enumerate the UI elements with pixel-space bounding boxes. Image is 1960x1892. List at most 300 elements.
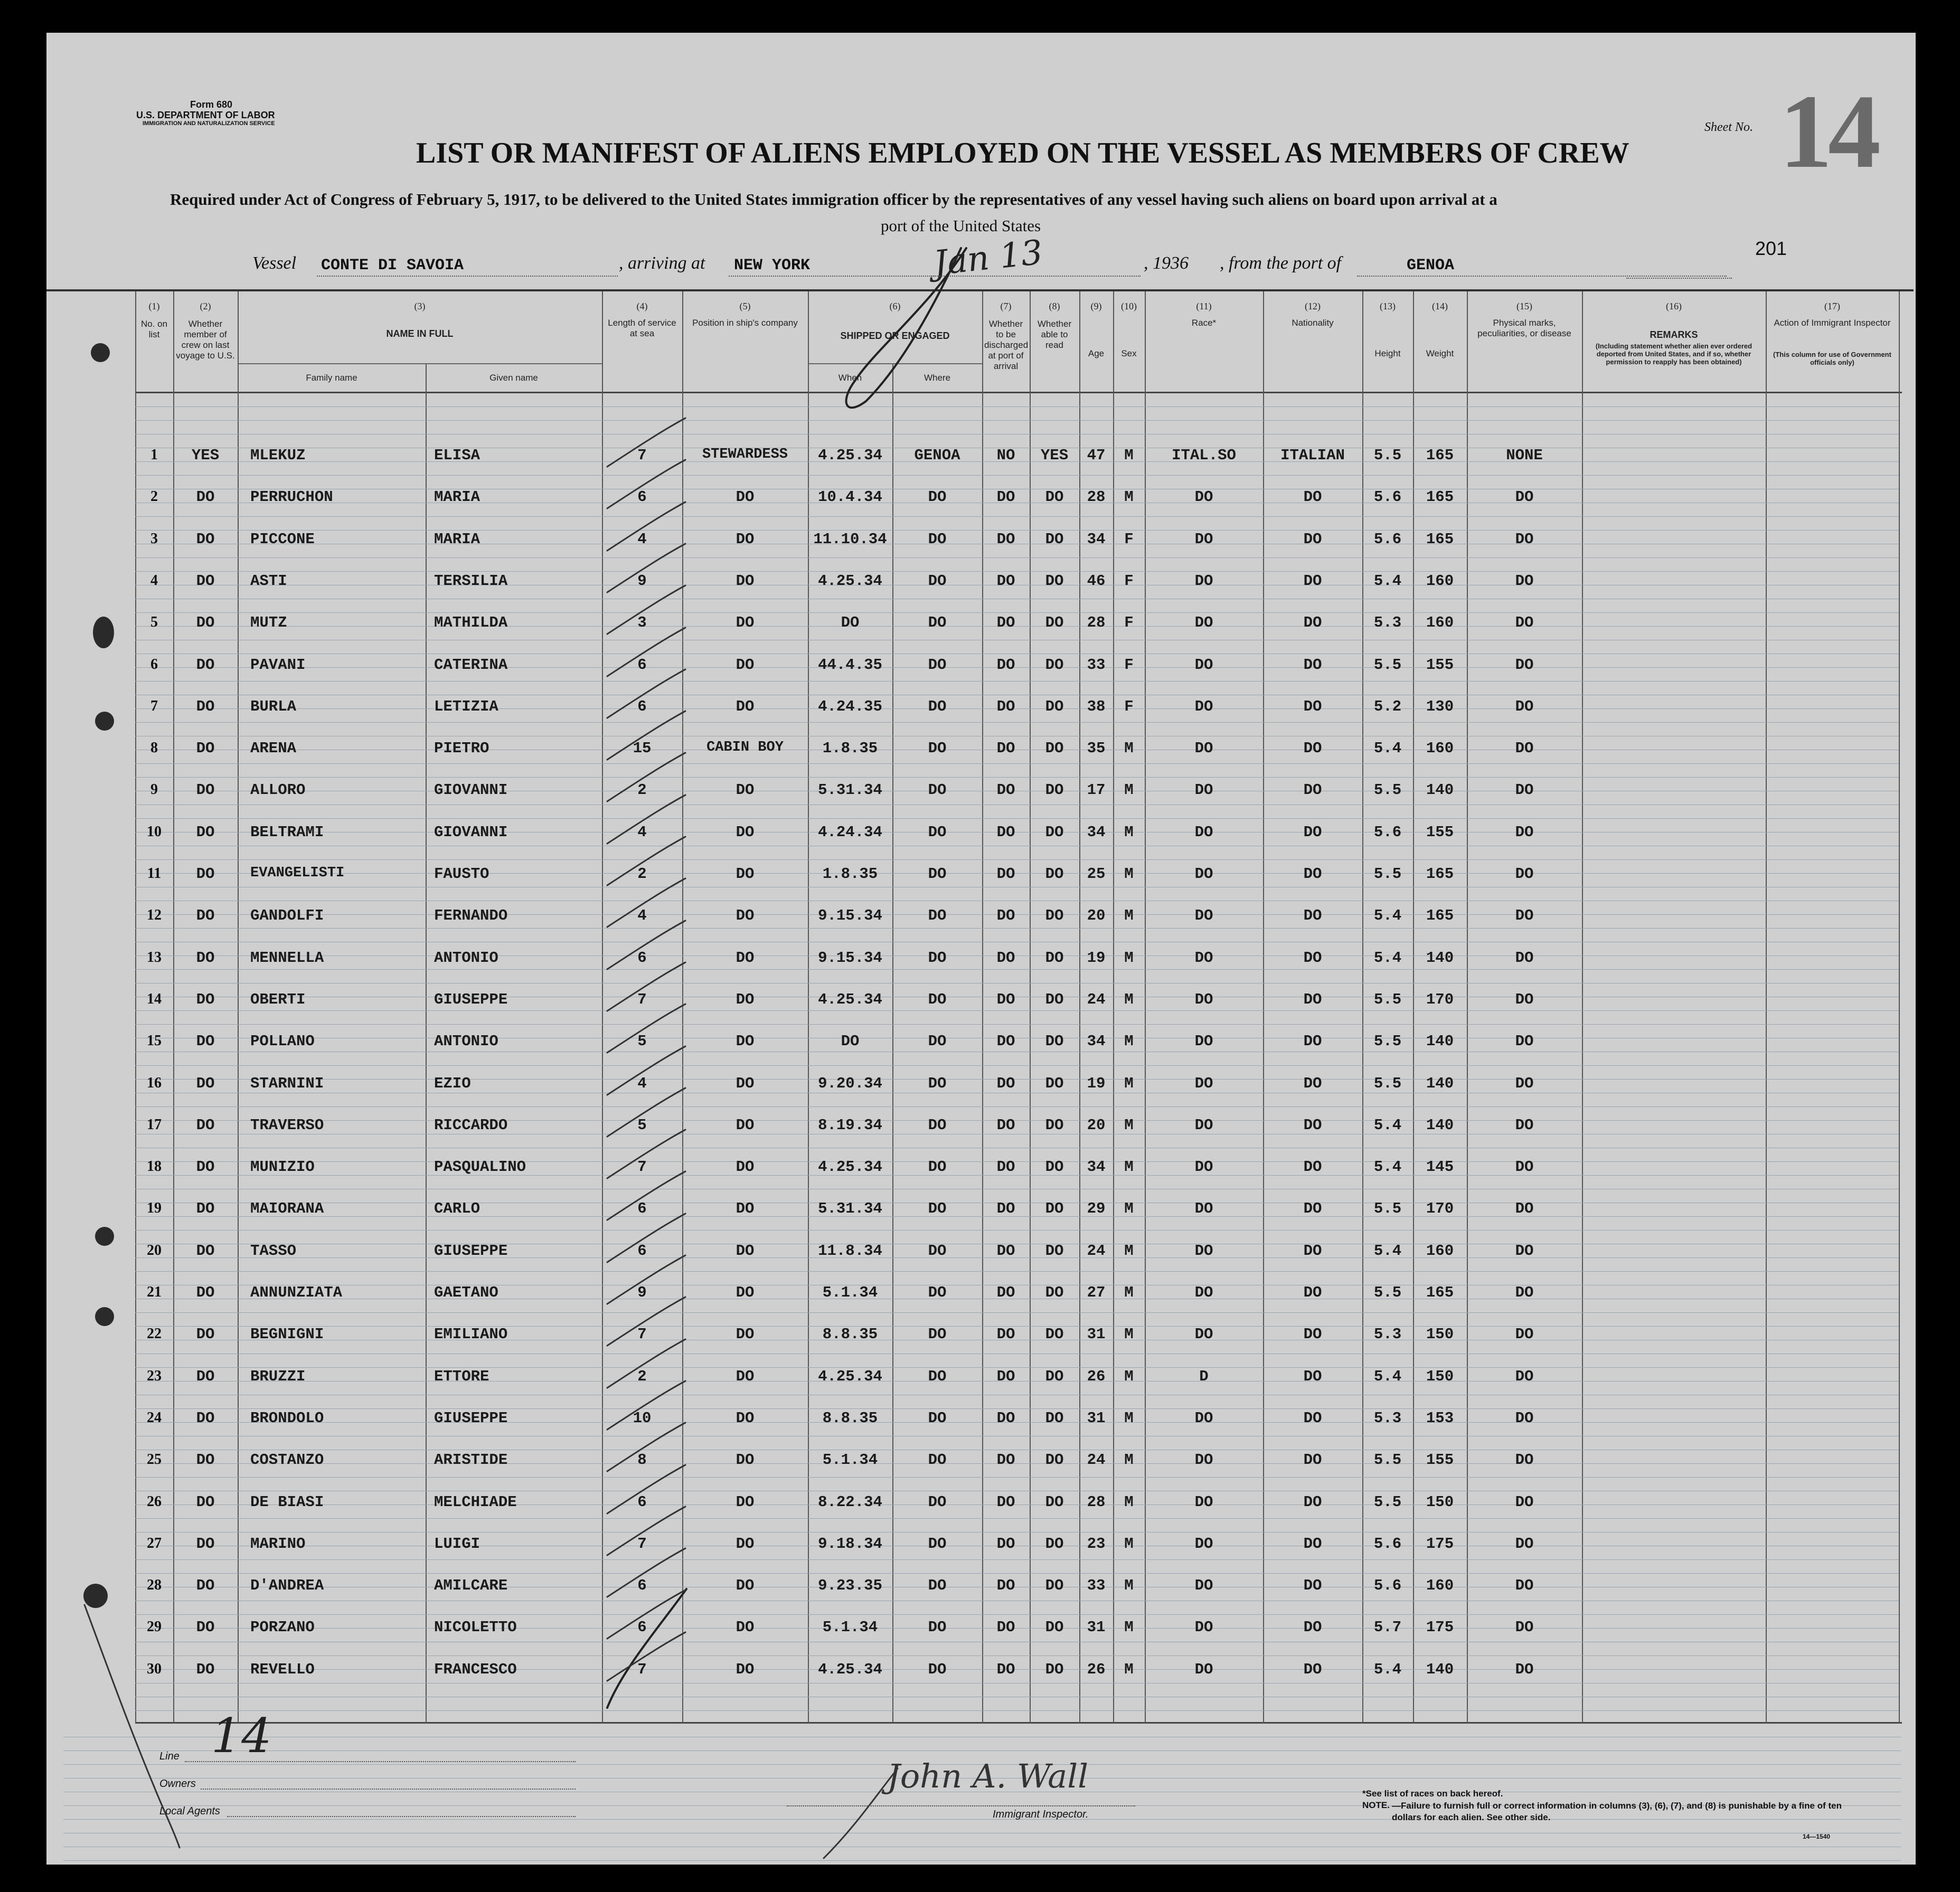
cell-position: DO (736, 991, 755, 1008)
cell-given-name: ANTONIO (434, 1033, 498, 1050)
ruled-line (135, 681, 1899, 682)
cell-height: 5.5 (1373, 1493, 1402, 1511)
cell-race: DO (1194, 1200, 1213, 1217)
cell-shipped-where: DO (928, 1535, 947, 1553)
cell-prior-voyage: DO (196, 488, 215, 506)
cell-physical-marks: DO (1515, 1619, 1534, 1636)
cell-able-to-read: YES (1040, 447, 1069, 464)
ruled-line (135, 475, 1899, 476)
column-header: Physical marks, peculiarities, or disease (1477, 318, 1571, 338)
vessel-label: Vessel (252, 253, 297, 273)
cell-given-name: ANTONIO (434, 949, 498, 967)
column-header: Nationality (1292, 318, 1334, 328)
column-number: (6) (889, 301, 901, 311)
column-number: (2) (200, 301, 211, 311)
cell-shipped-when: 5.1.34 (822, 1284, 878, 1301)
line-label: Line (159, 1751, 180, 1762)
cell-position: DO (736, 614, 755, 631)
cell-weight: 140 (1426, 1117, 1454, 1134)
cell-height: 5.4 (1373, 949, 1402, 967)
cell-physical-marks: DO (1515, 781, 1534, 799)
cell-position: DO (736, 1242, 755, 1260)
cell-sex: M (1124, 1409, 1134, 1427)
cell-sex: F (1124, 698, 1134, 715)
ruled-line (135, 1614, 1899, 1615)
row-number: 10 (147, 824, 162, 840)
cell-sex: M (1124, 1033, 1134, 1050)
cell-physical-marks: DO (1515, 865, 1534, 883)
cell-height: 5.4 (1373, 1661, 1402, 1678)
column-header: Whether to be discharged at port of arrival (984, 319, 1029, 371)
cell-able-to-read: DO (1045, 1619, 1064, 1636)
cell-physical-marks: DO (1515, 740, 1534, 757)
cell-nationality: DO (1303, 531, 1322, 548)
cell-shipped-when: 11.8.34 (818, 1242, 882, 1260)
cell-family-name: BEGNIGNI (250, 1326, 324, 1343)
trailing-underline (1626, 278, 1732, 279)
cell-discharge: NO (996, 447, 1015, 464)
cell-position: DO (736, 1493, 755, 1511)
cell-height: 5.5 (1373, 781, 1402, 799)
cell-given-name: MARIA (434, 488, 480, 506)
cell-given-name: EZIO (434, 1075, 471, 1092)
cell-weight: 130 (1426, 698, 1454, 715)
cell-discharge: DO (996, 1535, 1015, 1553)
cell-physical-marks: DO (1515, 1200, 1534, 1217)
cell-physical-marks: DO (1515, 1158, 1534, 1176)
cell-height: 5.6 (1373, 824, 1402, 841)
cell-weight: 150 (1426, 1326, 1454, 1343)
cell-age: 34 (1087, 1158, 1106, 1176)
cell-physical-marks: DO (1515, 1075, 1534, 1092)
cell-nationality: DO (1303, 1158, 1322, 1176)
cell-discharge: DO (996, 488, 1015, 506)
cell-discharge: DO (996, 1158, 1015, 1176)
column-number: (17) (1824, 301, 1840, 311)
cell-able-to-read: DO (1045, 1326, 1064, 1343)
cell-height: 5.4 (1373, 1368, 1402, 1385)
cell-family-name: TASSO (250, 1242, 297, 1260)
cell-weight: 165 (1426, 531, 1454, 548)
column-divider (426, 364, 427, 1723)
cell-able-to-read: DO (1045, 1661, 1064, 1678)
cell-prior-voyage: DO (196, 614, 215, 631)
cell-nationality: DO (1303, 698, 1322, 715)
cell-age: 35 (1087, 740, 1106, 757)
cell-family-name: PERRUCHON (250, 488, 333, 506)
cell-race: DO (1194, 1661, 1213, 1678)
cell-shipped-when: 8.8.35 (822, 1326, 878, 1343)
cell-age: 29 (1087, 1200, 1106, 1217)
cell-race: D (1199, 1368, 1209, 1385)
cell-age: 20 (1087, 907, 1106, 924)
cell-family-name: DE BIASI (250, 1493, 324, 1511)
row-number: 30 (147, 1661, 162, 1677)
cell-service-length: 6 (637, 656, 647, 674)
column-subheader: Family name (306, 373, 357, 383)
cell-able-to-read: DO (1045, 1242, 1064, 1260)
cell-prior-voyage: DO (196, 1661, 215, 1678)
cell-shipped-where: DO (928, 865, 947, 883)
punch-hole (83, 1584, 108, 1608)
cell-age: 28 (1087, 1493, 1106, 1511)
ruled-line (135, 1065, 1899, 1066)
cell-prior-voyage: DO (196, 1033, 215, 1050)
cell-sex: M (1124, 740, 1134, 757)
cell-nationality: DO (1303, 824, 1322, 841)
cell-service-length: 4 (637, 1075, 647, 1092)
cell-family-name: MUTZ (250, 614, 287, 631)
column-header: REMARKS (1650, 329, 1698, 340)
cell-shipped-where: DO (928, 1661, 947, 1678)
cell-family-name: STARNINI (250, 1075, 324, 1092)
cell-prior-voyage: DO (196, 1284, 215, 1301)
cell-discharge: DO (996, 1075, 1015, 1092)
row-number: 22 (147, 1326, 162, 1342)
cell-nationality: DO (1303, 907, 1322, 924)
cell-age: 33 (1087, 656, 1106, 674)
cell-service-length: 5 (637, 1033, 647, 1050)
cell-weight: 153 (1426, 1409, 1454, 1427)
cell-shipped-when: DO (841, 1033, 860, 1050)
column-header: Position in ship's company (692, 318, 798, 328)
from-port-underline (1357, 276, 1727, 277)
cell-nationality: DO (1303, 1577, 1322, 1594)
cell-given-name: FAUSTO (434, 865, 489, 883)
cell-prior-voyage: YES (191, 447, 220, 464)
punch-hole (95, 1307, 114, 1326)
cell-able-to-read: DO (1045, 698, 1064, 715)
cell-shipped-when: 9.20.34 (818, 1075, 882, 1092)
cell-height: 5.5 (1373, 1075, 1402, 1092)
cell-family-name: ALLORO (250, 781, 306, 799)
cell-weight: 150 (1426, 1493, 1454, 1511)
cell-race: DO (1194, 1033, 1213, 1050)
cell-age: 34 (1087, 824, 1106, 841)
cell-nationality: DO (1303, 1535, 1322, 1553)
cell-weight: 160 (1426, 1577, 1454, 1594)
column-header: Whether able to read (1037, 319, 1072, 350)
row-number: 18 (147, 1158, 162, 1175)
cell-age: 24 (1087, 1242, 1106, 1260)
cell-discharge: DO (996, 740, 1015, 757)
cell-physical-marks: DO (1515, 1577, 1534, 1594)
cell-family-name: BRUZZI (250, 1368, 306, 1385)
cell-shipped-where: DO (928, 1619, 947, 1636)
cell-service-length: 6 (637, 1200, 647, 1217)
cell-shipped-when: 9.23.35 (818, 1577, 882, 1594)
cell-shipped-where: DO (928, 907, 947, 924)
cell-prior-voyage: DO (196, 1075, 215, 1092)
cell-given-name: PIETRO (434, 740, 489, 757)
cell-family-name: MARINO (250, 1535, 306, 1553)
cell-race: DO (1194, 1117, 1213, 1134)
cell-weight: 165 (1426, 488, 1454, 506)
cell-prior-voyage: DO (196, 1242, 215, 1260)
cell-prior-voyage: DO (196, 1409, 215, 1427)
column-number: (13) (1380, 301, 1396, 311)
cell-prior-voyage: DO (196, 824, 215, 841)
cell-discharge: DO (996, 614, 1015, 631)
cell-shipped-when: 8.22.34 (818, 1493, 882, 1511)
ruled-line (135, 1573, 1899, 1574)
column-header: Length of service at sea (608, 318, 676, 338)
department-name: U.S. DEPARTMENT OF LABOR (136, 110, 275, 120)
cell-given-name: FRANCESCO (434, 1661, 517, 1678)
cell-age: 23 (1087, 1535, 1106, 1553)
cell-family-name: ASTI (250, 572, 287, 590)
cell-sex: M (1124, 1284, 1134, 1301)
cell-physical-marks: DO (1515, 1493, 1534, 1511)
cell-family-name: REVELLO (250, 1661, 315, 1678)
cell-discharge: DO (996, 1661, 1015, 1678)
cell-nationality: DO (1303, 1033, 1322, 1050)
cell-position: DO (736, 1535, 755, 1553)
cell-able-to-read: DO (1045, 1577, 1064, 1594)
cell-weight: 165 (1426, 865, 1454, 883)
cell-physical-marks: DO (1515, 656, 1534, 674)
row-number: 21 (147, 1284, 162, 1300)
cell-discharge: DO (996, 1451, 1015, 1469)
cell-age: 31 (1087, 1326, 1106, 1343)
cell-prior-voyage: DO (196, 1117, 215, 1134)
cell-able-to-read: DO (1045, 1117, 1064, 1134)
cell-height: 5.4 (1373, 740, 1402, 757)
cell-prior-voyage: DO (196, 572, 215, 590)
cell-prior-voyage: DO (196, 656, 215, 674)
cell-position: DO (736, 1326, 755, 1343)
cell-height: 5.6 (1373, 531, 1402, 548)
cell-discharge: DO (996, 1493, 1015, 1511)
cell-service-length: 6 (637, 1493, 647, 1511)
cell-height: 5.6 (1373, 488, 1402, 506)
cell-prior-voyage: DO (196, 1493, 215, 1511)
cell-race: DO (1194, 1326, 1213, 1343)
cell-sex: M (1124, 1200, 1134, 1217)
cell-shipped-where: DO (928, 531, 947, 548)
column-header: Action of Immigrant Inspector (1774, 318, 1891, 328)
cell-prior-voyage: DO (196, 698, 215, 715)
cell-prior-voyage: DO (196, 1619, 215, 1636)
cell-race: DO (1194, 1535, 1213, 1553)
cell-age: 47 (1087, 447, 1106, 464)
ruled-line (135, 420, 1899, 421)
ruled-line (135, 1010, 1899, 1011)
ruled-line (135, 406, 1899, 407)
column-note: (Including statement whether alien ever ordered deported from United States, and if so, whether permission to reapply has been obtained) (1595, 342, 1752, 366)
cell-sex: M (1124, 1451, 1134, 1469)
cell-able-to-read: DO (1045, 488, 1064, 506)
cell-sex: M (1124, 949, 1134, 967)
cell-age: 33 (1087, 1577, 1106, 1594)
cell-age: 24 (1087, 1451, 1106, 1469)
cell-service-length: 2 (637, 781, 647, 799)
cell-able-to-read: DO (1045, 1409, 1064, 1427)
cell-weight: 160 (1426, 572, 1454, 590)
cell-family-name: PORZANO (250, 1619, 315, 1636)
cell-race: ITAL.SO (1172, 447, 1236, 464)
cell-given-name: MATHILDA (434, 614, 508, 631)
cell-sex: F (1124, 614, 1134, 631)
column-number: (14) (1432, 301, 1448, 311)
cell-able-to-read: DO (1045, 781, 1064, 799)
cell-position: DO (736, 1368, 755, 1385)
cell-position: DO (736, 1158, 755, 1176)
cell-able-to-read: DO (1045, 991, 1064, 1008)
cell-sex: M (1124, 1661, 1134, 1678)
cell-race: DO (1194, 698, 1213, 715)
column-number: (4) (636, 301, 648, 311)
cell-nationality: DO (1303, 1117, 1322, 1134)
cell-weight: 145 (1426, 1158, 1454, 1176)
cell-physical-marks: DO (1515, 1242, 1534, 1260)
ruled-line (135, 612, 1899, 613)
cell-position: DO (736, 824, 755, 841)
column-number: (15) (1516, 301, 1532, 311)
cell-able-to-read: DO (1045, 907, 1064, 924)
cell-height: 5.5 (1373, 991, 1402, 1008)
cell-weight: 160 (1426, 740, 1454, 757)
cell-height: 5.5 (1373, 447, 1402, 464)
cell-shipped-where: DO (928, 698, 947, 715)
cell-race: DO (1194, 991, 1213, 1008)
cell-race: DO (1194, 1577, 1213, 1594)
cell-prior-voyage: DO (196, 865, 215, 883)
cell-race: DO (1194, 907, 1213, 924)
cell-age: 20 (1087, 1117, 1106, 1134)
cell-service-length: 4 (637, 824, 647, 841)
ruled-line (135, 516, 1899, 517)
cell-family-name: MUNIZIO (250, 1158, 315, 1176)
row-number: 16 (147, 1075, 162, 1091)
cell-service-length: 7 (637, 1326, 647, 1343)
table-top-rule (46, 289, 1914, 291)
cell-given-name: EMILIANO (434, 1326, 508, 1343)
cell-weight: 140 (1426, 1033, 1454, 1050)
cell-position: DO (736, 531, 755, 548)
cell-service-length: 7 (637, 1661, 647, 1678)
cell-discharge: DO (996, 1409, 1015, 1427)
cell-given-name: GIOVANNI (434, 781, 508, 799)
cell-sex: M (1124, 1326, 1134, 1343)
cell-shipped-where: DO (928, 824, 947, 841)
cell-physical-marks: DO (1515, 531, 1534, 548)
cell-position: DO (736, 1200, 755, 1217)
column-number: (12) (1305, 301, 1321, 311)
table-bottom-rule (135, 1722, 1902, 1724)
cell-height: 5.2 (1373, 698, 1402, 715)
ruled-line (135, 1477, 1899, 1478)
cell-age: 24 (1087, 991, 1106, 1008)
cell-able-to-read: DO (1045, 1033, 1064, 1050)
cell-position: DO (736, 1409, 755, 1427)
cell-physical-marks: DO (1515, 1284, 1534, 1301)
cell-physical-marks: DO (1515, 1451, 1534, 1469)
cell-given-name: PASQUALINO (434, 1158, 526, 1176)
cell-position: DO (736, 1451, 755, 1469)
cell-weight: 165 (1426, 907, 1454, 924)
cell-able-to-read: DO (1045, 531, 1064, 548)
cell-given-name: GIUSEPPE (434, 1409, 508, 1427)
ruled-line (135, 1106, 1899, 1107)
cell-prior-voyage: DO (196, 1535, 215, 1553)
column-note: (This column for use of Government officials only) (1773, 351, 1891, 366)
cell-nationality: DO (1303, 1075, 1322, 1092)
cell-height: 5.5 (1373, 656, 1402, 674)
cell-given-name: FERNANDO (434, 907, 508, 924)
cell-shipped-when: 8.8.35 (822, 1409, 878, 1427)
cell-family-name: POLLANO (250, 1033, 315, 1050)
column-header: SHIPPED OR ENGAGED (840, 330, 950, 341)
cell-race: DO (1194, 531, 1213, 548)
cell-age: 26 (1087, 1661, 1106, 1678)
cell-able-to-read: DO (1045, 949, 1064, 967)
row-number: 25 (147, 1451, 162, 1468)
column-divider (1899, 291, 1900, 1723)
row-number: 14 (147, 991, 162, 1007)
cell-race: DO (1194, 1409, 1213, 1427)
cell-service-length: 6 (637, 1242, 647, 1260)
cell-age: 34 (1087, 1033, 1106, 1050)
cell-physical-marks: DO (1515, 1409, 1534, 1427)
row-number: 17 (147, 1117, 162, 1133)
cell-service-length: 9 (637, 572, 647, 590)
cell-weight: 140 (1426, 949, 1454, 967)
cell-sex: M (1124, 781, 1134, 799)
cell-discharge: DO (996, 1326, 1015, 1343)
cell-shipped-when: 11.10.34 (813, 531, 887, 548)
cell-shipped-where: DO (928, 949, 947, 967)
cell-sex: M (1124, 447, 1134, 464)
row-number: 4 (150, 572, 158, 589)
cell-shipped-when: DO (841, 614, 860, 631)
cell-race: DO (1194, 1619, 1213, 1636)
cell-position: DO (736, 698, 755, 715)
cell-shipped-when: 44.4.35 (818, 656, 882, 674)
ruled-line (135, 1408, 1899, 1409)
cell-shipped-when: 9.18.34 (818, 1535, 882, 1553)
cell-given-name: ELISA (434, 447, 480, 464)
line-value: 14 (211, 1708, 272, 1764)
cell-shipped-when: 4.25.34 (818, 1368, 882, 1385)
punch-hole (95, 1227, 114, 1246)
cell-height: 5.6 (1373, 1577, 1402, 1594)
row-number: 29 (147, 1619, 162, 1635)
column-number: (8) (1049, 301, 1060, 311)
cell-given-name: CARLO (434, 1200, 480, 1217)
cell-nationality: ITALIAN (1280, 447, 1345, 464)
row-number: 11 (147, 865, 162, 882)
cell-prior-voyage: DO (196, 740, 215, 757)
cell-position: DO (736, 949, 755, 967)
cell-weight: 140 (1426, 781, 1454, 799)
cell-able-to-read: DO (1045, 740, 1064, 757)
cell-height: 5.4 (1373, 1158, 1402, 1176)
subtitle-line1: Required under Act of Congress of February 5, 1917, to be delivered to the United States immigration officer by the representatives of any vessel having such aliens on board upon arrival at a (170, 190, 1497, 209)
cell-family-name: ANNUNZIATA (250, 1284, 343, 1301)
cell-position: DO (736, 656, 755, 674)
cell-able-to-read: DO (1045, 572, 1064, 590)
note-text: —Failure to furnish full or correct information in columns (3), (6), (7), and (8) is punishable by a fine of ten dollars for each alien. See other side. (1392, 1801, 1842, 1822)
cell-given-name: LETIZIA (434, 698, 498, 715)
cell-weight: 140 (1426, 1075, 1454, 1092)
local-agents-label: Local Agents (159, 1805, 220, 1817)
form-code: 14—1540 (1803, 1833, 1831, 1840)
cell-sex: M (1124, 488, 1134, 506)
cell-service-length: 6 (637, 698, 647, 715)
ruled-line (135, 928, 1899, 929)
punch-hole (95, 712, 114, 731)
